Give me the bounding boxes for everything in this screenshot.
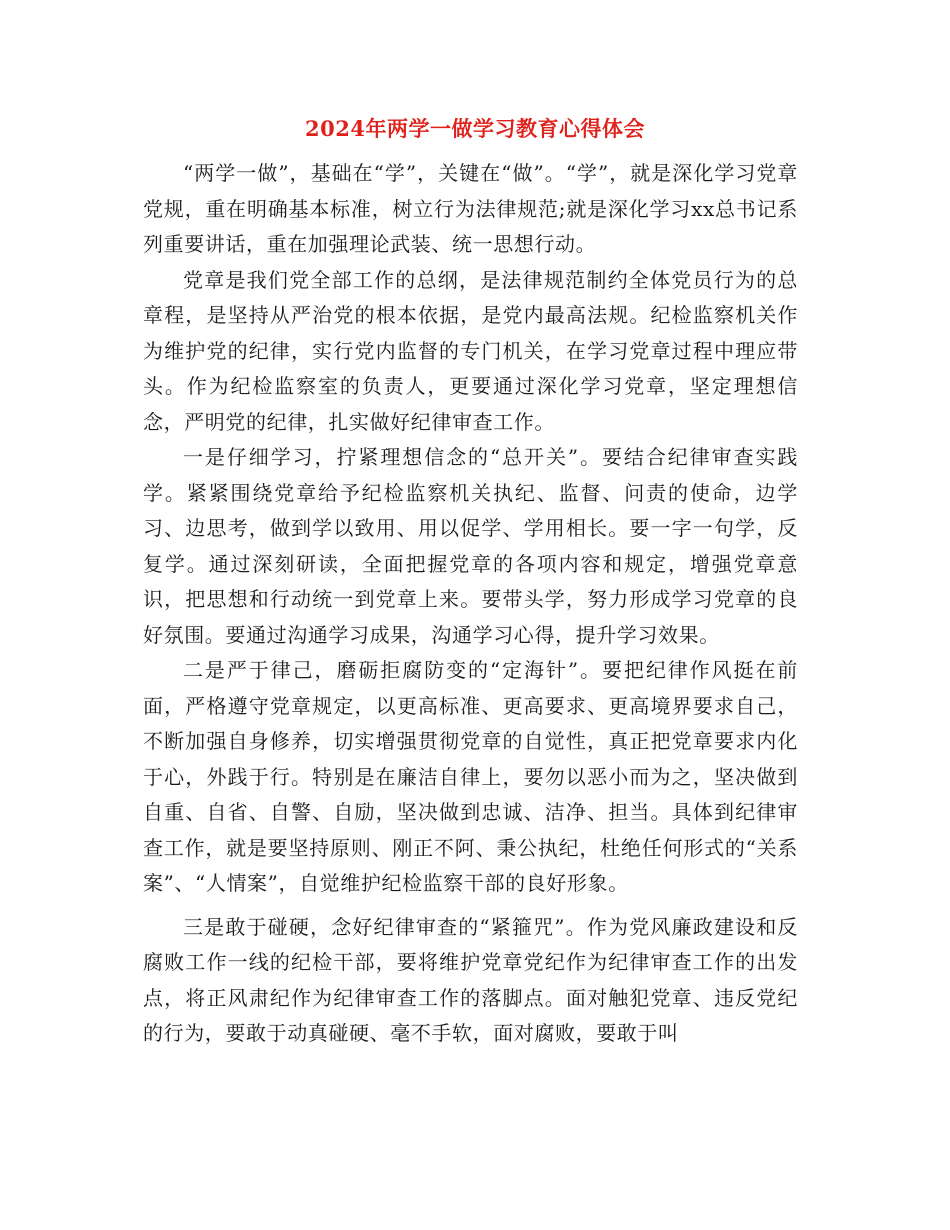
paragraph-point-three: 三是敢于碰硬，念好纪律审查的“紧箍咒”。作为党风廉政建设和反腐败工作一线的纪检干部，要将维护党章党纪作为纪律审查工作的出发点，将正风肃纪作为纪律审查工作的落脚点。面对触犯党章、违反党纪的行为，要敢于动真碰硬、毫不手软，面对腐败，要敢于叫 [143,914,798,1045]
document-body [143,156,798,1052]
paragraph-point-two: 二是严于律己，磨砺拒腐防变的“定海针”。要把纪律作风挺在前面，严格遵守党章规定，以更高标准、更高要求、更高境界要求自己，不断加强自身修养，切实增强贯彻党章的自觉性，真正把党章要求内化于心，外践于行。特别是在廉洁自律上，要勿以恶小而为之，坚决做到自重、自省、自警、自励，坚决做到忠诚、洁净、担当。具体到纪律审查工作，就是要坚持原则、刚正不阿、秉公执纪，杜绝任何形式的“关系案”、“人情案”，自觉维护纪检监察干部的良好形象。 [143,658,798,895]
paragraph-party-constitution: 党章是我们党全部工作的总纲，是法律规范制约全体党员行为的总章程，是坚持从严治党的根本依据，是党内最高法规。纪检监察机关作为维护党的纪律，实行党内监督的专门机关，在学习党章过程中理应带头。作为纪检监察室的负责人，更要通过深化学习党章，坚定理想信念，严明党的纪律，扎实做好纪律审查工作。 [143,267,798,434]
paragraph-intro: “两学一做”，基础在“学”，关键在“做”。“学”，就是深化学习党章党规，重在明确基本标准，树立行为法律规范;就是深化学习xx总书记系列重要讲话，重在加强理论武装、统一思想行动。 [143,161,798,256]
paragraph-point-one: 一是仔细学习，拧紧理想信念的“总开关”。要结合纪律审查实践学。紧紧围绕党章给予纪检监察机关执纪、监督、问责的使命，边学习、边思考，做到学以致用、用以促学、学用相长。要一字一句学，反复学。通过深刻研读，全面把握党章的各项内容和规定，增强党章意识，把思想和行动统一到党章上来。要带头学，努力形成学习党章的良好氛围。要通过沟通学习成果，沟通学习心得，提升学习效果。 [143,445,798,647]
document-title: 2024年两学一做学习教育心得体会 [305,116,645,141]
